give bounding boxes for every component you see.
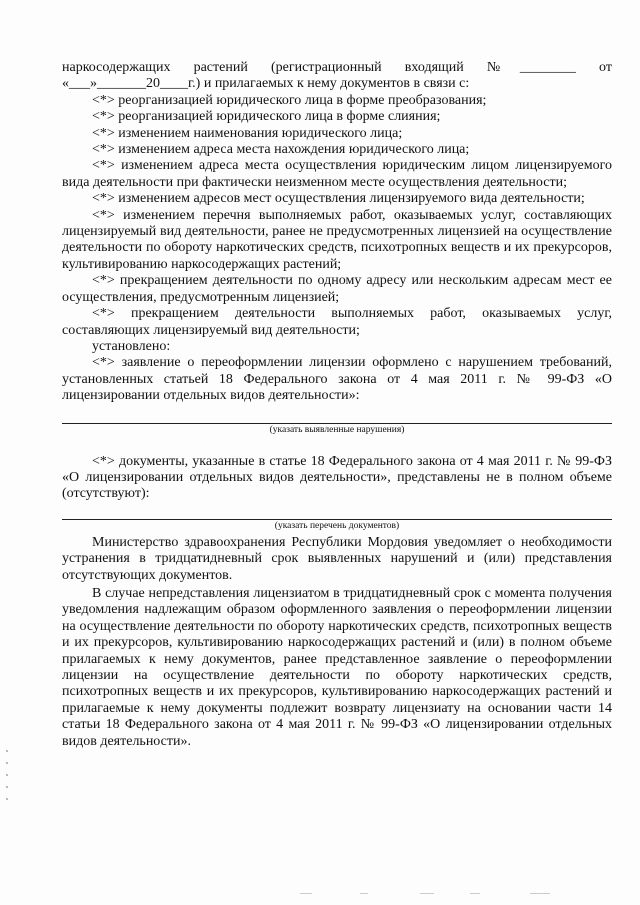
violations-field <box>62 423 612 436</box>
reason-paragraph: <*> изменением адреса места осуществления юридическим лицом лицензируемого вида деятельности при фактически неизменном месте осуществления деятельности; <box>62 158 612 190</box>
scan-margin-marks <box>4 740 10 860</box>
reason-paragraph: <*> прекращением деятельности по одному адресу или нескольким адресам мест ее осуществления, предусмотренным лицензией; <box>62 273 612 305</box>
reason-paragraph: установлено: <box>92 338 171 354</box>
return-condition-paragraph: В случае непредставления лицензиатом в тридцатидневный срок с момента получения уведомления надлежащим образом оформленного заявления о переоформлении лицензии на осуществление деятельности по обороту наркотических средств, психотропных веществ и их прекурсоров, культивированию наркосодержащих растений и (или) в полном объеме прилагаемых к нему документов, ранее представленное заявление о переоформлении лицензии на осуществление деятельности по обороту наркотических средств, психотропных веществ и их прекурсоров, культивированию наркосодержащих растений и прилагаемые к нему документы подлежит возврату лицензиату на основании части 14 статьи 18 Федерального закона от 4 мая 2011 г. № 99-ФЗ «О лицензировании отдельных видов деятельности». <box>62 585 612 749</box>
reason-paragraph: <*> изменением наименования юридического лица; <box>92 125 403 141</box>
reason-paragraph: <*> изменением адресов мест осуществления лицензируемого вида деятельности; <box>92 191 585 207</box>
violations-caption: (указать выявленные нарушения) <box>269 424 405 435</box>
documents-field <box>62 519 612 532</box>
reason-paragraph: <*> изменением адреса места нахождения юридического лица; <box>92 142 470 158</box>
reason-paragraph: <*> реорганизацией юридического лица в форме слияния; <box>92 109 441 125</box>
documents-caption: (указать перечень документов) <box>274 520 400 531</box>
reason-paragraph: <*> реорганизацией юридического лица в форме преобразования; <box>92 92 487 108</box>
reason-paragraph: наркосодержащих растений (регистрационный входящий №________ от «___»_______20____г.) и прилагаемых к нему документов в связи с: <box>62 60 612 92</box>
reason-paragraph: <*> заявление о переоформлении лицензии оформлено с нарушением требований, установленных статьей 18 Федерального закона от 4 мая 2011 г. № 99-ФЗ «О лицензировании отдельных видов деятельности»: <box>62 355 612 404</box>
document-body <box>62 60 612 750</box>
reason-paragraph: <*> прекращением деятельности выполняемых работ, оказываемых услуг, составляющих лицензируемый вид деятельности; <box>62 306 612 338</box>
reasons-list <box>62 60 612 405</box>
reason-paragraph: <*> изменением перечня выполняемых работ, оказываемых услуг, составляющих лицензируемый вид деятельности, ранее не предусмотренных лицензией на осуществление деятельности по обороту наркотических средств, психотропных веществ и их прекурсоров, культивированию наркосодержащих растений; <box>62 207 612 272</box>
ministry-notice-paragraph: Министерство здравоохранения Республики Мордовия уведомляет о необходимости устранения в тридцатидневный срок выявленных нарушений и (или) представления отсутствующих документов. <box>62 534 612 583</box>
scan-bottom-marks <box>0 893 640 899</box>
documents-missing-paragraph: <*> документы, указанные в статье 18 Федерального закона от 4 мая 2011 г. № 99-ФЗ «О лицензировании отдельных видов деятельности», представлены не в полном объеме (отсутствуют): <box>62 453 612 502</box>
